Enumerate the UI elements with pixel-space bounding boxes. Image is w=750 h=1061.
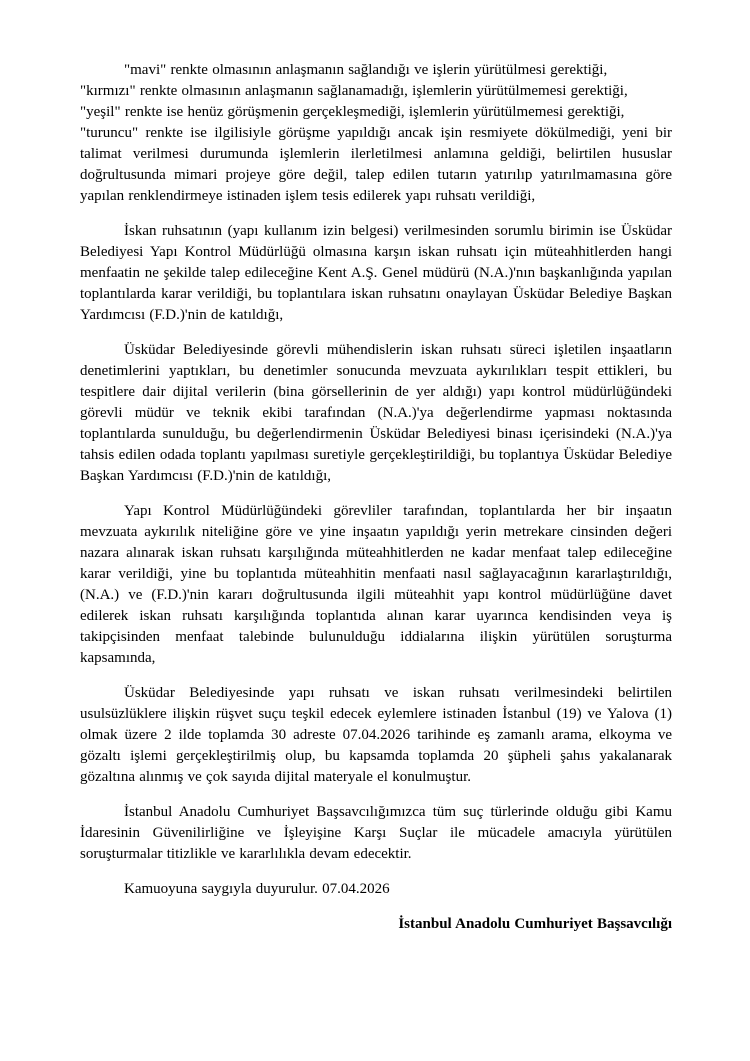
- paragraph: İskan ruhsatının (yapı kullanım izin belgesi) verilmesinden sorumlu birimin ise Üsküdar Belediyesi Yapı Kontrol Müdürlüğü olmasına karşın iskan ruhsatı için müteahhitlerden hangi menfaatin ne şekilde talep edileceğine Kent A.Ş. Genel müdürü (N.A.)'nın başkanlığında yapılan toplantılarda karar verildiği, bu toplantılara iskan ruhsatını onaylayan Üsküdar Belediye Başkan Yardımcısı (F.D.)'nin de katıldığı,: [80, 223, 672, 323]
- document-body: [80, 60, 672, 949]
- signature-line: İstanbul Anadolu Cumhuriyet Başsavcılığı: [398, 916, 672, 932]
- paragraph: Üsküdar Belediyesinde yapı ruhsatı ve iskan ruhsatı verilmesindeki belirtilen usulsüzlüklere ilişkin rüşvet suçu teşkil edecek eylemlere istinaden İstanbul (19) ve Yalova (1) olmak üzere 2 ilde toplamda 30 adreste 07.04.2026 tarihinde eş zamanlı arama, elkoyma ve gözaltı işlemi gerçekleştirilmiş olup, bu kapsamda toplamda 20 şüpheli şahıs yakalanarak gözaltına alınmış ve çok sayıda dijital materyale el konulmuştur.: [80, 685, 672, 785]
- paragraph: "mavi" renkte olmasının anlaşmanın sağlandığı ve işlerin yürütülmesi gerektiği, "kırmızı" renkte olmasının anlaşmanın sağlanamadığı, işlemlerin yürütülmemesi gerektiği, "yeşil" renkte ise henüz görüşmenin gerçekleşmediği, işlemlerin yürütülmemesi gerektiği, "turuncu" renkte ise ilgilisiyle görüşme yapıldığı ancak işin resmiyete dökülmediği, yeni bir talimat verilmesi durumunda işlemlerin ilerletilmesi anlamına geldiği, belirtilen hususlar doğrultusunda mimari projeye göre değil, talep edilen tutarın yatırılıp yatırılmamasına göre yapılan renklendirmeye istinaden işlem tesis edilerek yapı ruhsatı verildiği,: [80, 62, 672, 204]
- paragraph: İstanbul Anadolu Cumhuriyet Başsavcılığımızca tüm suç türlerinde olduğu gibi Kamu İdaresinin Güvenilirliğine ve İşleyişine Karşı Suçlar ile mücadele amacıyla yürütülen soruşturmalar titizlikle ve kararlılıkla devam edecektir.: [80, 804, 672, 862]
- closing-line: Kamuoyuna saygıyla duyurulur. 07.04.2026: [124, 881, 390, 897]
- paragraph: Yapı Kontrol Müdürlüğündeki görevliler tarafından, toplantılarda her bir inşaatın mevzuata aykırılık niteliğine göre ve yine inşaatın yapıldığı yerin metrekare cinsinden değeri nazara alınarak iskan ruhsatı karşılığında müteahhitlerden ne kadar menfaat talep edileceğine karar verildiği, yine bu toplantıda müteahhitin menfaati nasıl sağlayacağının kararlaştırıldığı, (N.A.) ve (F.D.)'nin kararı doğrultusunda ilgili müteahhit yapı kontrol müdürlüğüne davet edilerek iskan ruhsatı karşılığında toplantıda alınan karar uyarınca kendisinden veya iş takipçisinden menfaat talebinde bulunulduğu iddialarına ilişkin yürütülen soruşturma kapsamında,: [80, 503, 672, 666]
- paragraph: Üsküdar Belediyesinde görevli mühendislerin iskan ruhsatı süreci işletilen inşaatların denetimlerini yaptıkları, bu denetimler sonucunda mevzuata aykırılıkları tespit ettikleri, bu tespitlere dair dijital verilerin (bina görsellerinin de yer aldığı) yapı kontrol müdürlüğündeki görevli müdür ve teknik ekibi tarafından (N.A.)'ya değerlendirme yapması noktasında toplantılarda sunulduğu, bu değerlendirmenin Üsküdar Belediyesi binası içerisindeki (N.A.)'ya tahsis edilen odada toplantı yapılması suretiyle gerçekleştirildiği, bu toplantıya Üsküdar Belediye Başkan Yardımcısı (F.D.)'nin de katıldığı,: [80, 342, 672, 484]
